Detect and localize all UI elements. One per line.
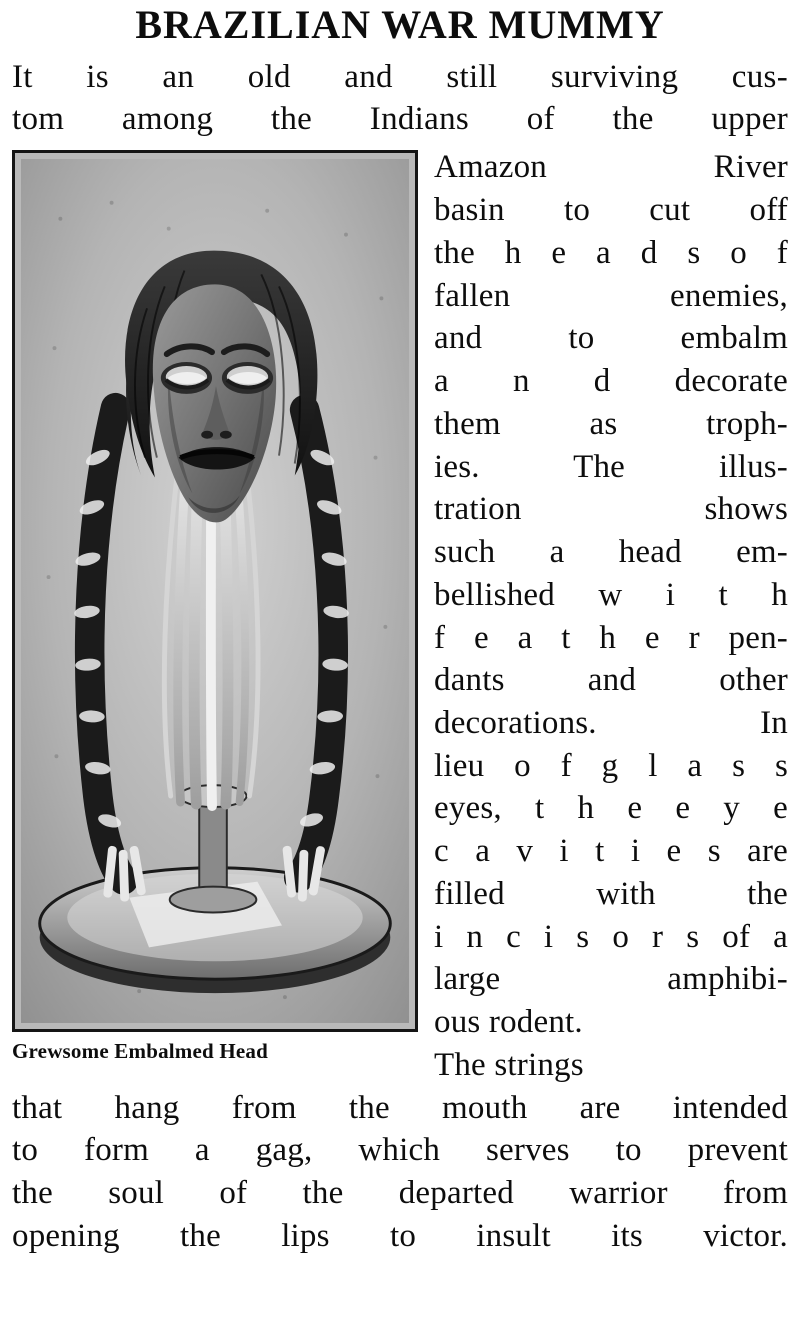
column-line: such a head em-	[434, 534, 788, 571]
closing-paragraph	[12, 1087, 788, 1258]
column-line: bellished w i t h	[434, 576, 788, 613]
article-page	[0, 4, 800, 1317]
column-line: f e a t h e r pen-	[434, 619, 788, 656]
lead-line-2: tom among the Indians of the upper	[12, 101, 788, 138]
column-line: large amphibi-	[434, 961, 788, 998]
body-block	[12, 146, 788, 1086]
tail-line: to form a gag, which serves to prevent	[12, 1132, 788, 1169]
lead-line-1: It is an old and still surviving cus-	[12, 59, 788, 95]
tail-line: opening the lips to insult its victor.	[12, 1217, 788, 1254]
column-line: a n d decorate	[434, 363, 788, 400]
figure	[12, 150, 418, 1068]
figure-caption: Grewsome Embalmed Head	[12, 1039, 268, 1064]
column-line: the h e a d s o f	[434, 234, 788, 271]
column-line: The strings	[434, 1046, 584, 1083]
column-line: tration shows	[434, 491, 788, 528]
lead-paragraph	[12, 56, 788, 140]
tail-line: the soul of the departed warrior from	[12, 1175, 788, 1212]
page-title: BRAZILIAN WAR MUMMY	[135, 2, 665, 47]
column-line: i n c i s o r s of a	[434, 918, 788, 955]
column-line: ies. The illus-	[434, 448, 788, 485]
figure-frame	[12, 150, 418, 1032]
column-line: eyes, t h e e y e	[434, 790, 788, 827]
column-line: fallen enemies,	[434, 277, 788, 314]
column-line: decorations. In	[434, 705, 788, 742]
tail-line: that hang from the mouth are intended	[12, 1089, 788, 1126]
column-line: ous rodent.	[434, 1004, 583, 1041]
embalmed-head-illustration	[21, 159, 409, 1023]
column-line: c a v i t i e s are	[434, 833, 788, 870]
column-line: dants and other	[434, 662, 788, 699]
column-line: basin to cut off	[434, 192, 788, 229]
column-line: filled with the	[434, 875, 788, 912]
column-line: them as troph-	[434, 405, 788, 442]
column-line: Amazon River	[434, 149, 788, 186]
column-line: and to embalm	[434, 320, 788, 357]
column-line: lieu o f g l a s s	[434, 747, 788, 784]
